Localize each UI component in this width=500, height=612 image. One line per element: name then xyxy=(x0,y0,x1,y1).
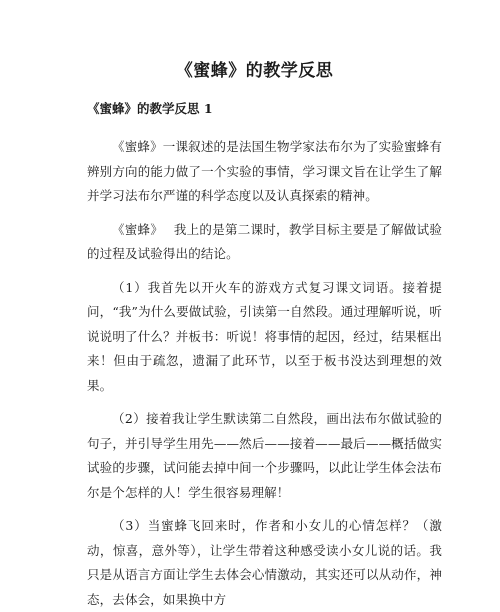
section-heading: 《蜜蜂》的教学反思 1 xyxy=(87,101,213,116)
paragraph-1: 《蜜蜂》一课叙述的是法国生物学家法布尔为了实验蜜蜂有辨别方向的能力做了一个实验的事情，学习课文旨在让学生了解并学习法布尔严谨的科学态度以及认真探索的精神。 xyxy=(87,139,442,203)
document-title: 《蜜蜂》的教学反思 xyxy=(175,61,334,81)
paragraph-5: （3）当蜜蜂飞回来时，作者和小女儿的心情怎样？（激动，惊喜，意外等），让学生带着这种感受读小女儿说的话。我只是从语言方面让学生去体会心情激动，其实还可以从动作，神态，去体会，如果换中方 xyxy=(87,518,442,607)
paragraph-2: 《蜜蜂》 我上的是第二课时，教学目标主要是了解做试验的过程及试验得出的结论。 xyxy=(87,221,442,261)
paragraph-4: （2）接着我让学生默读第二自然段，画出法布尔做试验的句子，并引导学生用先——然后——接着——最后——概括做实试验的步骤，试问能去掉中间一个步骤吗，以此让学生体会法布尔是个怎样的人！学生很容易理解！ xyxy=(87,411,442,500)
paragraph-3: （1）我首先以开火车的游戏方式复习课文词语。接着提问，“我”为什么要做试验，引读第一自然段。通过理解听说，听说说明了什么？并板书：听说！将事情的起因，经过，结果框出来！但由于疏忽，遗漏了此环节，以至于板书没达到理想的效果。 xyxy=(87,279,442,393)
